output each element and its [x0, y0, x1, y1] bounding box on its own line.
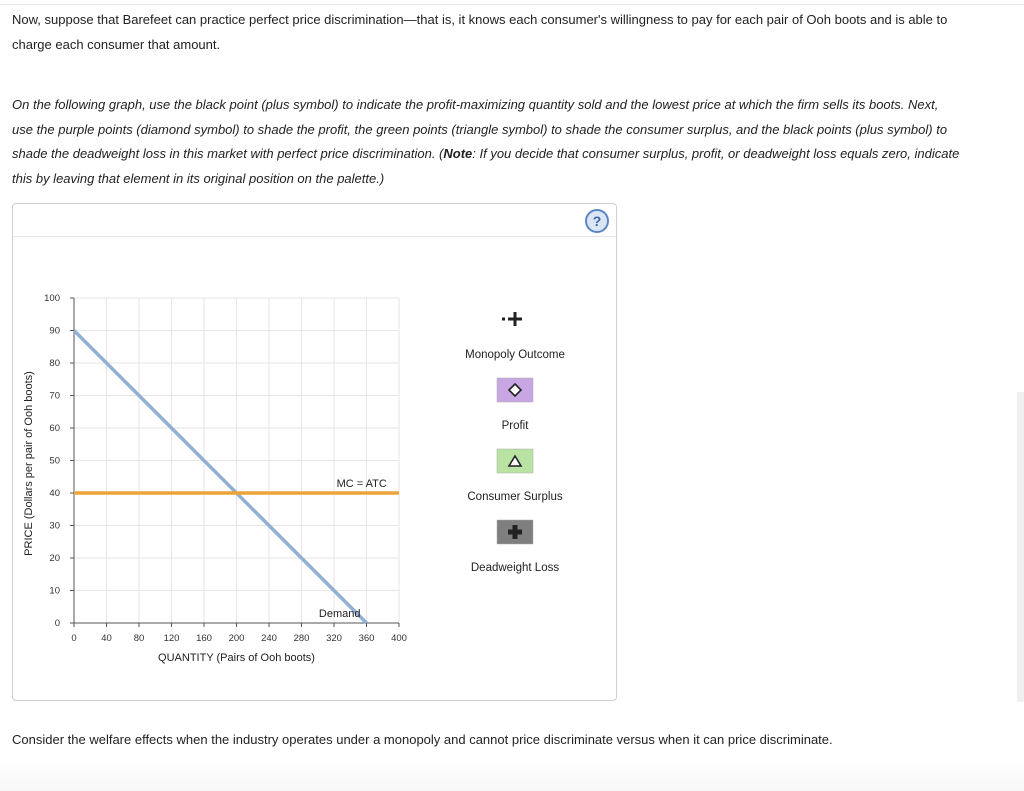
y-tick-label: 10	[49, 585, 60, 597]
x-tick-label: 280	[293, 633, 310, 644]
palette-label: Profit	[501, 420, 529, 432]
y-tick-label: 60	[49, 423, 60, 434]
palette-tool-profit[interactable]	[497, 378, 533, 432]
note-label: Note	[443, 146, 473, 161]
y-tick-label: 50	[49, 455, 60, 467]
y-tick-label: 40	[49, 488, 60, 499]
x-tick-label: 160	[196, 633, 212, 644]
x-tick-label: 120	[163, 633, 180, 644]
x-tick-label: 80	[133, 633, 145, 644]
palette-label: Monopoly Outcome	[465, 349, 565, 361]
y-tick-label: 30	[49, 520, 60, 532]
x-tick-label: 240	[261, 633, 277, 644]
plus-point-icon-dot[interactable]	[502, 318, 505, 321]
y-tick-label: 90	[49, 325, 60, 337]
plus-point-icon-bar[interactable]	[508, 318, 522, 321]
y-tick-label: 0	[54, 618, 60, 629]
instructions-part1: On the following graph, use the black point (plus symbol) to indicate the profit-maximizing quantity sold and the lowest price at which the firm sells its boots. Next, use the purple points (diamond symbol) to shade the profit, the green points (triangle symbol) to shade the consumer surplus, and the black points (plus symbol) to shade the deadweight loss in this market with perfect price discrimination. (	[12, 97, 948, 161]
palette-tool-consumer-surplus[interactable]	[467, 449, 562, 503]
help-button[interactable]: ?	[585, 209, 609, 233]
y-tick-label: 80	[49, 358, 60, 369]
mc-atc-label: MC = ATC	[336, 478, 387, 490]
y-tick-label: 20	[49, 553, 60, 564]
demand-label: Demand	[318, 608, 361, 620]
footer-area	[0, 762, 1024, 791]
y-axis-title: PRICE (Dollars per pair of Ooh boots)	[23, 371, 35, 556]
x-tick-label: 40	[101, 633, 112, 644]
palette-label: Consumer Surplus	[467, 491, 563, 503]
palette-label: Deadweight Loss	[470, 562, 560, 574]
page-scrollbar[interactable]	[1017, 392, 1024, 702]
y-tick-label: 70	[49, 390, 60, 402]
x-axis-title: QUANTITY (Pairs of Ooh boots)	[158, 652, 315, 664]
intro-paragraph: Now, suppose that Barefeet can practice perfect price discrimination—that is, it knows each consumer's willingness to pay for each pair of Ooh boots and is able to charge each consumer that amount.	[12, 12, 948, 52]
y-tick-label: 100	[44, 293, 60, 304]
palette-tool-deadweight-loss[interactable]	[471, 520, 559, 574]
instructions-part2: : If you decide that consumer surplus, profit, or deadweight loss equals zero, indicate this by leaving that element in its original position on the palette.)	[12, 146, 960, 186]
x-tick-label: 0	[71, 633, 77, 644]
x-tick-label: 400	[391, 633, 407, 644]
x-tick-label: 200	[228, 633, 245, 644]
x-tick-label: 320	[326, 633, 342, 644]
palette-tool-monopoly-outcome[interactable]	[465, 312, 565, 361]
outro-paragraph: Consider the welfare effects when the industry operates under a monopoly and cannot price discriminate versus when it can price discriminate.	[12, 732, 833, 747]
x-tick-label: 360	[358, 633, 375, 644]
demand-curve[interactable]	[74, 331, 367, 624]
